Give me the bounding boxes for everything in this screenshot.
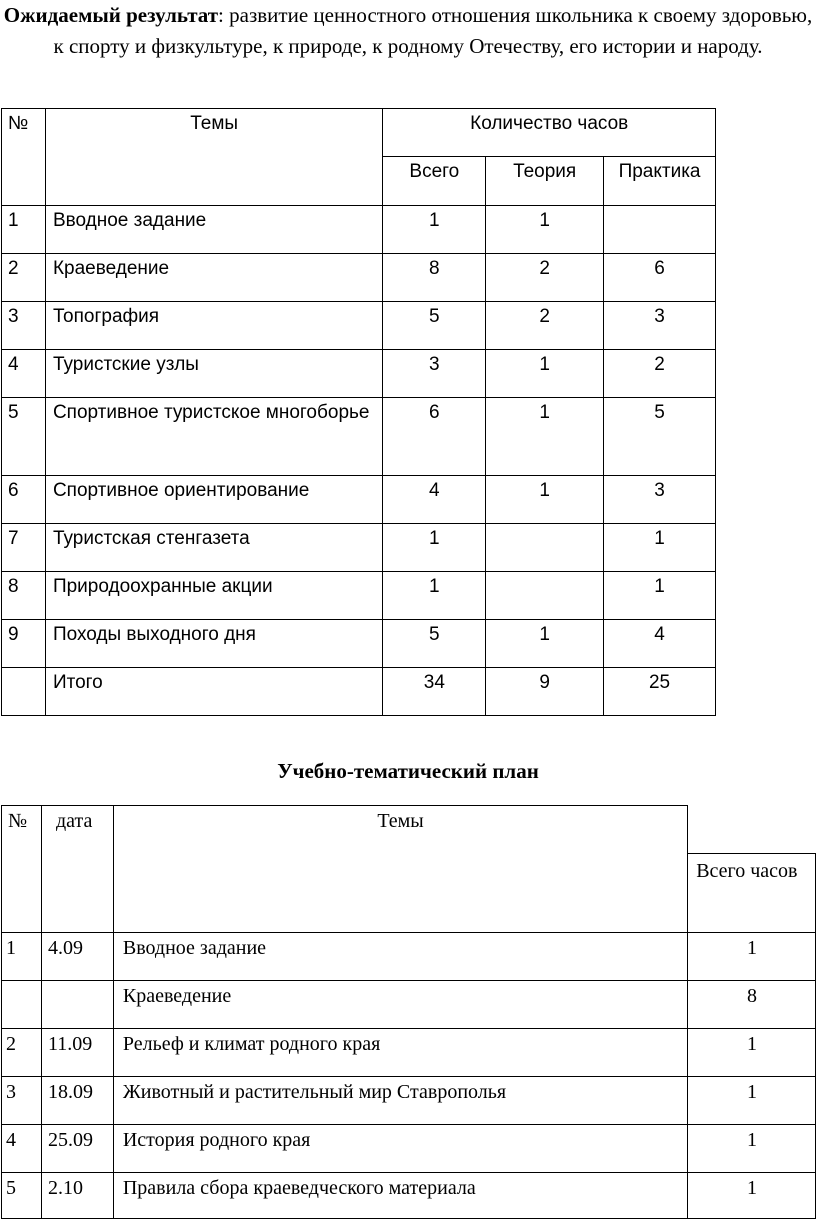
row-num: 4 [2, 350, 46, 398]
row-practice [604, 206, 716, 254]
row-total: 5 [383, 302, 486, 350]
plan-row-num: 3 [2, 1077, 42, 1125]
plan-row-topic: Краеведение [113, 981, 687, 1029]
plan-header-topic: Темы [113, 806, 687, 933]
row-total: 1 [383, 524, 486, 572]
plan-row-topic: История родного края [113, 1125, 687, 1173]
plan-row-hours: 1 [688, 933, 816, 981]
header-total: Всего [383, 157, 486, 206]
list-item [2, 1125, 816, 1173]
plan-row-num: 5 [2, 1173, 42, 1219]
row-total: 8 [383, 254, 486, 302]
intro-label: Ожидаемый результат [3, 3, 219, 27]
row-theory: 2 [486, 254, 604, 302]
plan-header-date: дата [41, 806, 113, 933]
row-topic: Туристская стенгазета [45, 524, 382, 572]
row-topic: Природоохранные акции [45, 572, 382, 620]
row-total: 1 [383, 206, 486, 254]
row-num: 2 [2, 254, 46, 302]
row-num: 1 [2, 206, 46, 254]
hours-table [1, 108, 716, 716]
list-item [2, 1029, 816, 1077]
plan-row-date [41, 981, 113, 1029]
plan-row-date: 11.09 [41, 1029, 113, 1077]
table-row [2, 254, 716, 302]
plan-row-topic: Правила сбора краеведческого материала [113, 1173, 687, 1219]
plan-header-total: Всего часов [688, 854, 816, 933]
row-num: 9 [2, 620, 46, 668]
row-theory [486, 572, 604, 620]
row-theory: 1 [486, 206, 604, 254]
row-theory: 1 [486, 620, 604, 668]
row-topic: Итого [45, 668, 382, 716]
row-topic: Спортивное ориентирование [45, 476, 382, 524]
table-row [2, 572, 716, 620]
row-num: 7 [2, 524, 46, 572]
plan-row-num: 1 [2, 933, 42, 981]
row-total: 5 [383, 620, 486, 668]
table-row [2, 476, 716, 524]
table-row [2, 398, 716, 476]
header-num: № [2, 109, 46, 206]
plan-row-num: 2 [2, 1029, 42, 1077]
row-num: 8 [2, 572, 46, 620]
plan-row-topic: Вводное задание [113, 933, 687, 981]
header-theory: Теория [486, 157, 604, 206]
table-row [2, 350, 716, 398]
header-practice: Практика [604, 157, 716, 206]
plan-table [1, 805, 816, 1219]
header-topic: Темы [45, 109, 382, 206]
plan-row-topic: Рельеф и климат родного края [113, 1029, 687, 1077]
row-topic: Походы выходного дня [45, 620, 382, 668]
row-practice: 2 [604, 350, 716, 398]
row-theory: 1 [486, 350, 604, 398]
plan-row-topic: Животный и растительный мир Ставрополья [113, 1077, 687, 1125]
row-total: 3 [383, 350, 486, 398]
plan-row-hours: 1 [688, 1125, 816, 1173]
row-total: 1 [383, 572, 486, 620]
row-num: 5 [2, 398, 46, 476]
plan-row-hours: 1 [688, 1173, 816, 1219]
row-total: 34 [383, 668, 486, 716]
row-practice: 3 [604, 476, 716, 524]
table-row [2, 668, 716, 716]
list-item [2, 1173, 816, 1219]
row-total: 4 [383, 476, 486, 524]
row-topic: Краеведение [45, 254, 382, 302]
header-hours: Количество часов [383, 109, 716, 157]
row-theory: 1 [486, 476, 604, 524]
table-row [2, 620, 716, 668]
plan-row-hours: 8 [688, 981, 816, 1029]
row-total: 6 [383, 398, 486, 476]
row-topic: Топография [45, 302, 382, 350]
row-practice: 1 [604, 524, 716, 572]
row-practice: 3 [604, 302, 716, 350]
plan-row-num: 4 [2, 1125, 42, 1173]
plan-row-date: 4.09 [41, 933, 113, 981]
row-practice: 4 [604, 620, 716, 668]
row-num: 3 [2, 302, 46, 350]
row-practice: 5 [604, 398, 716, 476]
list-item [2, 1077, 816, 1125]
plan-title: Учебно-тематический план [277, 759, 539, 783]
plan-row-date: 18.09 [41, 1077, 113, 1125]
plan-header-spacer [688, 806, 816, 854]
plan-row-hours: 1 [688, 1029, 816, 1077]
plan-row-date: 2.10 [41, 1173, 113, 1219]
plan-row-num [2, 981, 42, 1029]
row-topic: Вводное задание [45, 206, 382, 254]
table-row [2, 206, 716, 254]
row-num: 6 [2, 476, 46, 524]
table-row [2, 524, 716, 572]
plan-header-num: № [2, 806, 42, 933]
row-practice: 25 [604, 668, 716, 716]
row-theory: 2 [486, 302, 604, 350]
row-theory: 1 [486, 398, 604, 476]
row-theory: 9 [486, 668, 604, 716]
row-practice: 6 [604, 254, 716, 302]
plan-row-hours: 1 [688, 1077, 816, 1125]
plan-row-date: 25.09 [41, 1125, 113, 1173]
row-practice: 1 [604, 572, 716, 620]
list-item [2, 981, 816, 1029]
row-topic: Туристские узлы [45, 350, 382, 398]
row-num [2, 668, 46, 716]
intro-text: : развитие ценностного отношения школьника к своему здоровью, к спорту и физкультуре, к природе, к родному Отечеству, его истории и народу. [53, 3, 813, 58]
row-topic: Спортивное туристское многоборье [45, 398, 382, 476]
list-item [2, 933, 816, 981]
row-theory [486, 524, 604, 572]
intro-paragraph [2, 0, 814, 62]
table-row [2, 302, 716, 350]
